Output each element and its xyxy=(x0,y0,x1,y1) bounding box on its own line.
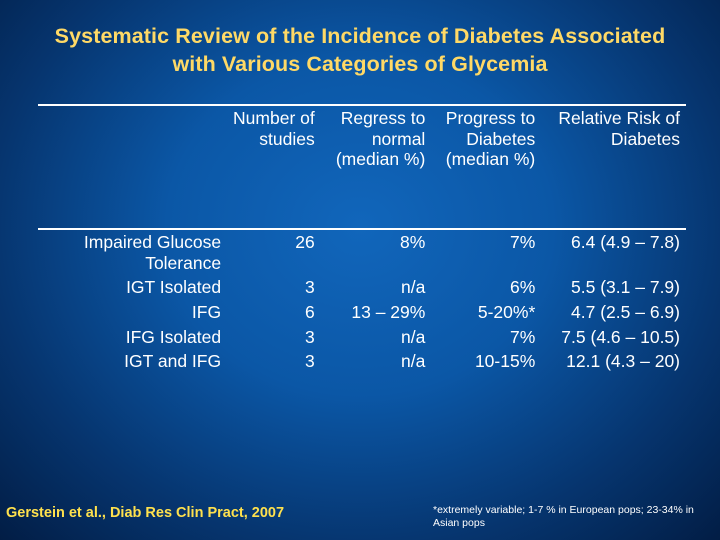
row-relative-risk: 4.7 (2.5 – 6.9) xyxy=(571,301,680,322)
header-cell-blank xyxy=(38,105,227,229)
row-progress-to-diabetes: 10-15% xyxy=(474,351,536,372)
table-row xyxy=(38,300,686,325)
row-number-of-studies: 3 xyxy=(305,351,315,372)
table-row xyxy=(38,349,686,374)
page-title: Systematic Review of the Incidence of Diabetes Associated with Various Categories of Glycemia xyxy=(54,24,666,77)
row-relative-risk: 5.5 (3.1 – 7.9) xyxy=(571,277,680,298)
row-progress-to-diabetes: 7% xyxy=(509,326,536,347)
data-table-container xyxy=(38,104,686,374)
row-label: IFG xyxy=(191,301,222,322)
row-label: IFG Isolated xyxy=(125,326,222,347)
incidence-table xyxy=(38,104,686,374)
row-number-of-studies: 3 xyxy=(305,326,315,347)
table-row xyxy=(38,229,686,275)
row-label: Impaired Glucose Tolerance xyxy=(38,229,227,275)
row-regress-to-normal: n/a xyxy=(401,326,426,347)
row-number-of-studies: 6 xyxy=(305,301,315,322)
row-label: IGT Isolated xyxy=(126,277,222,298)
row-relative-risk: 12.1 (4.3 – 20) xyxy=(566,351,680,372)
row-regress-to-normal: 13 – 29% xyxy=(351,301,426,322)
header-cell-number-of-studies: Number of studies xyxy=(227,105,321,229)
row-progress-to-diabetes: 6% xyxy=(509,277,536,298)
row-relative-risk: 7.5 (4.6 – 10.5) xyxy=(561,326,680,347)
row-relative-risk: 6.4 (4.9 – 7.8) xyxy=(541,229,686,275)
table-row xyxy=(38,325,686,350)
row-regress-to-normal: n/a xyxy=(401,351,426,372)
citation: Gerstein et al., Diab Res Clin Pract, 2007 xyxy=(6,505,285,521)
table-row xyxy=(38,275,686,300)
table-header-row xyxy=(38,105,686,229)
row-regress-to-normal: 8% xyxy=(321,229,432,275)
row-progress-to-diabetes: 7% xyxy=(431,229,541,275)
header-cell-relative-risk: Relative Risk of Diabetes xyxy=(541,105,686,229)
row-label: IGT and IFG xyxy=(124,351,222,372)
footnote: *extremely variable; 1-7 % in European pops; 23-34% in Asian pops xyxy=(433,504,694,530)
header-cell-progress-to-diabetes: Progress to Diabetes (median %) xyxy=(431,105,541,229)
row-number-of-studies: 26 xyxy=(227,229,321,275)
row-regress-to-normal: n/a xyxy=(401,277,426,298)
header-cell-regress-to-normal: Regress to normal (median %) xyxy=(321,105,432,229)
row-number-of-studies: 3 xyxy=(305,277,315,298)
row-progress-to-diabetes: 5-20%* xyxy=(477,301,536,322)
